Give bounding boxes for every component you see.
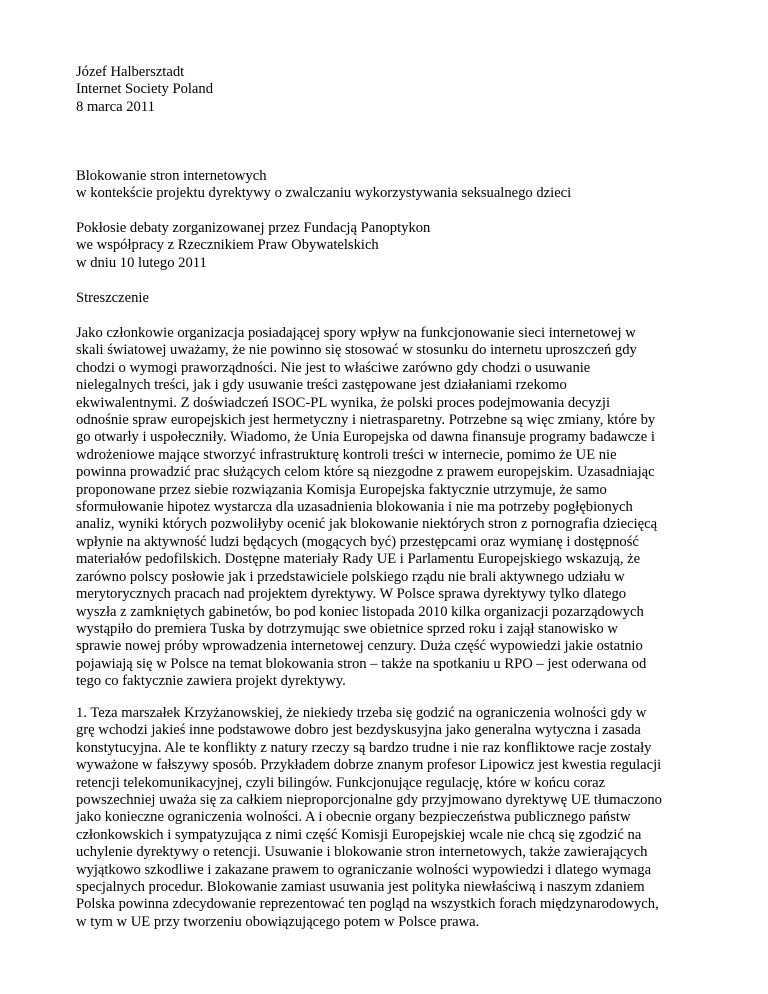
document-date: 8 marca 2011 xyxy=(76,98,155,115)
subtitle-line: we współpracy z Rzecznikiem Praw Obywatelskich xyxy=(76,237,379,254)
paragraph-line: wystąpiło do premiera Tuska by dotrzymując swe obietnice sprzed roku i zajął stanowisko w xyxy=(76,620,618,637)
paragraph-line: powszechniej uważa się za całkiem nieproporcjonalne gdy przyjmowano dyrektywę UE tłumaczono xyxy=(76,792,662,809)
paragraph-line: konstytucyjna. Ale te konflikty z natury rzeczy są bardzo trudne i nie raz konfliktowe racje zostały xyxy=(76,739,652,756)
paragraph-line: wyszła z zamkniętych gabinetów, bo pod koniec listopada 2010 kilka organizacji pozarządowych xyxy=(76,603,644,620)
paragraph-line: go otwarły i uspołeczniły. Wiadomo, że Unia Europejska od dawna finansuje programy badawcze i xyxy=(76,429,655,446)
paragraph-line: analiz, wyniki których pozwoliłyby ocenić jak blokowanie niektórych stron z pornografia dziecięcą xyxy=(76,516,658,533)
paragraph-line: Polska powinna zdecydowanie reprezentować ten pogląd na wszystkich forach międzynarodowych, xyxy=(76,896,659,913)
subtitle-line: Pokłosie debaty zorganizowanej przez Fundacją Panoptykon xyxy=(76,220,431,236)
title-line: Blokowanie stron internetowych xyxy=(76,168,267,184)
paragraph-line: grę wchodzi jakieś inne podstawowe dobro jest bezdyskusyjna jako generalna wytyczna i zasada xyxy=(76,722,641,739)
summary-paragraph xyxy=(76,325,702,691)
section-heading: Streszczenie xyxy=(76,290,149,306)
paragraph-line: merytorycznych pracach nad projektem dyrektywy. W Polsce sprawa dyrektywy tylko dlatego xyxy=(76,586,627,603)
author-name: Józef Halbersztadt xyxy=(76,64,185,80)
paragraph-line: proponowane przez siebie rozwiązania Komisja Europejska faktycznie utrzymuje, że samo xyxy=(76,481,607,498)
document-subtitle xyxy=(76,220,702,272)
paragraph-line: skali światowej uważamy, że nie powinno się stosować w stosunku do internetu uproszczeń gdy xyxy=(76,342,637,359)
paragraph-line: zarówno polscy posłowie jak i przedstawiciele polskiego rządu nie brali aktywnego udziału w xyxy=(76,568,625,585)
paragraph-line: pojawiają się w Polsce na temat blokowania stron – także na spotkaniu u RPO – jest oderwana od xyxy=(76,655,647,672)
point-1-paragraph xyxy=(76,705,702,931)
paragraph-line: ekwiwalentnymi. Z doświadczeń ISOC-PL wynika, że polski proces podejmowania decyzji xyxy=(76,394,611,411)
paragraph-line: tego co faktycznie zawiera projekt dyrektywy. xyxy=(76,673,346,690)
paragraph-line: 1. Teza marszałek Krzyżanowskiej, że niekiedy trzeba się godzić na ograniczenia wolności gdy w xyxy=(76,705,647,721)
paragraph-line: wpłynie na aktywność ludzi będących (mogących być) przestępcami oraz wymianę i dostępność xyxy=(76,533,639,550)
paragraph-line: nielegalnych treści, jak i gdy usuwanie treści zastępowane jest działaniami rzekomo xyxy=(76,377,567,394)
paragraph-line: w tym w UE przy tworzeniu obowiązującego potem w Polsce prawa. xyxy=(76,913,480,930)
document-header xyxy=(76,64,702,116)
paragraph-line: retencji telekomunikacyjnej, czyli bilingów. Funkcjonujące regulację, które w końcu coraz xyxy=(76,774,606,791)
document-title xyxy=(76,168,702,203)
paragraph-line: sformułowanie hipotez wystarcza dla uzasadnienia blokowania i nie ma potrzeby pogłębionych xyxy=(76,499,633,516)
paragraph-line: chodzi o wymogi praworządności. Nie jest to właściwe zarówno gdy chodzi o usuwanie xyxy=(76,359,591,376)
paragraph-line: członkowskich i sympatyzująca z nimi część Komisji Europejskiej wcale nie chcą się zgodzić na xyxy=(76,826,642,843)
organization-name: Internet Society Poland xyxy=(76,81,213,98)
subtitle-line: w dniu 10 lutego 2011 xyxy=(76,254,207,271)
paragraph-line: Jako członkowie organizacja posiadającej spory wpływ na funkcjonowanie sieci internetowej w xyxy=(76,325,636,341)
paragraph-line: jako konieczne ograniczenia wolności. A i obecnie organy bezpieczeństwa publicznego państw xyxy=(76,809,631,826)
paragraph-line: specjalnych procedur. Blokowanie zamiast usuwania jest polityka niewłaściwą i naszym zdaniem xyxy=(76,879,645,896)
title-line: w kontekście projektu dyrektywy o zwalczaniu wykorzystywania seksualnego dzieci xyxy=(76,185,572,202)
paragraph-line: sprawie nowej próby wprowadzenia internetowej cenzury. Duża część wypowiedzi jakie ostatnio xyxy=(76,638,643,655)
paragraph-line: wyjątkowo szkodliwe i zakazane prawem to ograniczanie wolności wypowiedzi i dlatego wymaga xyxy=(76,861,652,878)
summary-heading xyxy=(76,290,702,307)
paragraph-line: uchylenie dyrektywy o retencji. Usuwanie i blokowanie stron internetowych, także zawierających xyxy=(76,844,648,861)
paragraph-line: materiałów pedofilskich. Dostępne materiały Rady UE i Parlamentu Europejskiego wskazują, że xyxy=(76,551,641,568)
paragraph-line: wyważone w fałszywy sposób. Przykładem dobrze znanym profesor Lipowicz jest kwestia regulacji xyxy=(76,757,662,774)
paragraph-line: powinna prowadzić prac służących celom które są niezgodne z prawem europejskim. Uzasadniając xyxy=(76,464,655,481)
paragraph-line: odnośnie spraw europejskich jest hermetyczny i nietrasparetny. Potrzebne są więc zmiany, które by xyxy=(76,412,656,429)
paragraph-line: wdrożeniowe mające stworzyć infrastrukturę kontroli treści w internecie, pomimo że UE nie xyxy=(76,446,617,463)
